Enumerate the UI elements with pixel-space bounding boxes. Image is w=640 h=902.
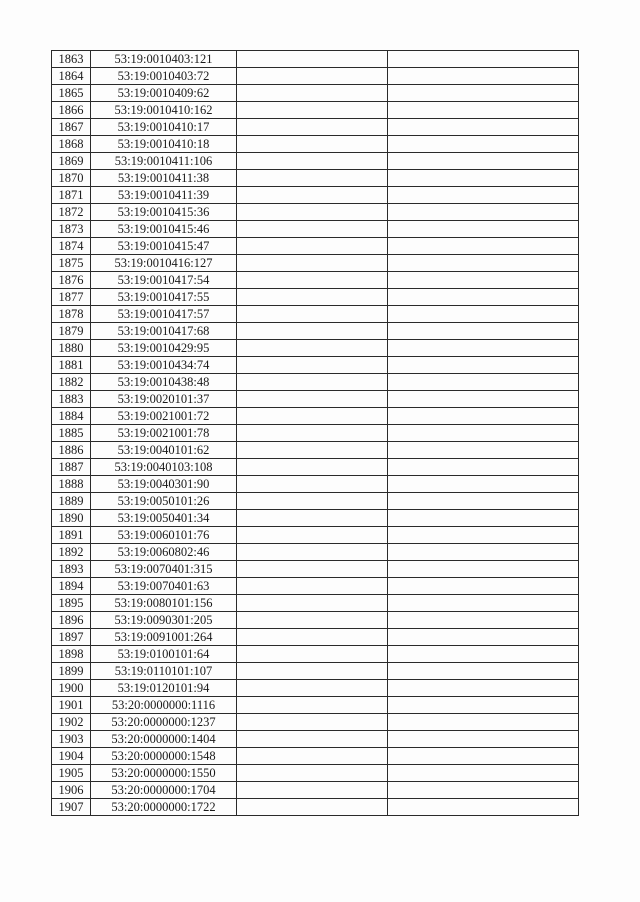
row-number-cell: 1902: [52, 714, 91, 731]
cadastral-number-cell: 53:19:0010429:95: [91, 340, 237, 357]
empty-cell: [388, 629, 579, 646]
empty-cell: [237, 442, 388, 459]
table-row: [52, 153, 579, 170]
cadastral-number-cell: 53:19:0040101:62: [91, 442, 237, 459]
empty-cell: [388, 102, 579, 119]
cadastral-number-cell: 53:19:0060101:76: [91, 527, 237, 544]
cadastral-number-cell: 53:19:0080101:156: [91, 595, 237, 612]
cadastral-number-cell: 53:19:0010417:55: [91, 289, 237, 306]
empty-cell: [388, 68, 579, 85]
empty-cell: [237, 663, 388, 680]
row-number-cell: 1901: [52, 697, 91, 714]
row-number-cell: 1899: [52, 663, 91, 680]
table-row: [52, 612, 579, 629]
row-number-cell: 1897: [52, 629, 91, 646]
row-number-cell: 1874: [52, 238, 91, 255]
cadastral-number-cell: 53:19:0021001:72: [91, 408, 237, 425]
empty-cell: [237, 306, 388, 323]
row-number-cell: 1882: [52, 374, 91, 391]
empty-cell: [237, 612, 388, 629]
empty-cell: [388, 221, 579, 238]
empty-cell: [237, 221, 388, 238]
empty-cell: [237, 340, 388, 357]
cadastral-registry-table: [51, 50, 579, 816]
cadastral-number-cell: 53:20:0000000:1722: [91, 799, 237, 816]
empty-cell: [388, 306, 579, 323]
empty-cell: [388, 476, 579, 493]
empty-cell: [237, 510, 388, 527]
empty-cell: [388, 408, 579, 425]
table-row: [52, 748, 579, 765]
table-row: [52, 68, 579, 85]
row-number-cell: 1876: [52, 272, 91, 289]
table-row: [52, 476, 579, 493]
table-row: [52, 493, 579, 510]
empty-cell: [388, 425, 579, 442]
empty-cell: [388, 136, 579, 153]
cadastral-number-cell: 53:19:0020101:37: [91, 391, 237, 408]
row-number-cell: 1880: [52, 340, 91, 357]
cadastral-number-cell: 53:19:0010416:127: [91, 255, 237, 272]
cadastral-number-cell: 53:20:0000000:1550: [91, 765, 237, 782]
empty-cell: [237, 323, 388, 340]
cadastral-number-cell: 53:19:0040301:90: [91, 476, 237, 493]
table-row: [52, 544, 579, 561]
empty-cell: [237, 408, 388, 425]
empty-cell: [237, 561, 388, 578]
empty-cell: [388, 323, 579, 340]
empty-cell: [237, 255, 388, 272]
empty-cell: [237, 102, 388, 119]
row-number-cell: 1875: [52, 255, 91, 272]
row-number-cell: 1872: [52, 204, 91, 221]
row-number-cell: 1900: [52, 680, 91, 697]
empty-cell: [237, 119, 388, 136]
table-row: [52, 765, 579, 782]
row-number-cell: 1906: [52, 782, 91, 799]
cadastral-number-cell: 53:19:0010417:68: [91, 323, 237, 340]
table-row: [52, 510, 579, 527]
table-row: [52, 204, 579, 221]
empty-cell: [237, 187, 388, 204]
cadastral-number-cell: 53:19:0010417:54: [91, 272, 237, 289]
table-row: [52, 136, 579, 153]
empty-cell: [237, 459, 388, 476]
cadastral-number-cell: 53:19:0021001:78: [91, 425, 237, 442]
empty-cell: [388, 204, 579, 221]
empty-cell: [388, 731, 579, 748]
cadastral-number-cell: 53:19:0070401:63: [91, 578, 237, 595]
empty-cell: [237, 51, 388, 68]
table-row: [52, 391, 579, 408]
empty-cell: [237, 527, 388, 544]
table-row: [52, 221, 579, 238]
row-number-cell: 1883: [52, 391, 91, 408]
row-number-cell: 1887: [52, 459, 91, 476]
table-row: [52, 714, 579, 731]
empty-cell: [237, 748, 388, 765]
empty-cell: [237, 85, 388, 102]
cadastral-number-cell: 53:19:0010438:48: [91, 374, 237, 391]
table-row: [52, 170, 579, 187]
table-row: [52, 663, 579, 680]
table-row: [52, 799, 579, 816]
table-row: [52, 357, 579, 374]
empty-cell: [388, 544, 579, 561]
table-row: [52, 595, 579, 612]
empty-cell: [237, 697, 388, 714]
table-row: [52, 408, 579, 425]
empty-cell: [237, 391, 388, 408]
table-row: [52, 697, 579, 714]
row-number-cell: 1903: [52, 731, 91, 748]
table-row: [52, 646, 579, 663]
empty-cell: [237, 578, 388, 595]
row-number-cell: 1867: [52, 119, 91, 136]
empty-cell: [388, 119, 579, 136]
empty-cell: [237, 68, 388, 85]
row-number-cell: 1888: [52, 476, 91, 493]
table-row: [52, 119, 579, 136]
empty-cell: [388, 170, 579, 187]
empty-cell: [388, 561, 579, 578]
empty-cell: [388, 442, 579, 459]
empty-cell: [237, 170, 388, 187]
registry-table-body: [52, 51, 579, 816]
empty-cell: [388, 595, 579, 612]
cadastral-number-cell: 53:19:0010403:121: [91, 51, 237, 68]
empty-cell: [388, 663, 579, 680]
empty-cell: [388, 697, 579, 714]
table-row: [52, 340, 579, 357]
empty-cell: [388, 493, 579, 510]
cadastral-number-cell: 53:20:0000000:1704: [91, 782, 237, 799]
row-number-cell: 1894: [52, 578, 91, 595]
row-number-cell: 1863: [52, 51, 91, 68]
row-number-cell: 1895: [52, 595, 91, 612]
cadastral-number-cell: 53:19:0120101:94: [91, 680, 237, 697]
empty-cell: [388, 646, 579, 663]
empty-cell: [388, 340, 579, 357]
empty-cell: [237, 765, 388, 782]
empty-cell: [237, 680, 388, 697]
empty-cell: [237, 425, 388, 442]
cadastral-number-cell: 53:19:0010415:36: [91, 204, 237, 221]
cadastral-number-cell: 53:19:0010410:17: [91, 119, 237, 136]
row-number-cell: 1878: [52, 306, 91, 323]
row-number-cell: 1907: [52, 799, 91, 816]
empty-cell: [237, 476, 388, 493]
empty-cell: [237, 544, 388, 561]
table-row: [52, 561, 579, 578]
row-number-cell: 1890: [52, 510, 91, 527]
row-number-cell: 1884: [52, 408, 91, 425]
empty-cell: [237, 714, 388, 731]
empty-cell: [388, 578, 579, 595]
table-row: [52, 629, 579, 646]
empty-cell: [388, 357, 579, 374]
cadastral-number-cell: 53:19:0010411:39: [91, 187, 237, 204]
row-number-cell: 1866: [52, 102, 91, 119]
row-number-cell: 1885: [52, 425, 91, 442]
table-row: [52, 680, 579, 697]
empty-cell: [237, 153, 388, 170]
empty-cell: [237, 272, 388, 289]
empty-cell: [388, 714, 579, 731]
table-row: [52, 374, 579, 391]
cadastral-number-cell: 53:20:0000000:1116: [91, 697, 237, 714]
empty-cell: [388, 238, 579, 255]
cadastral-number-cell: 53:20:0000000:1237: [91, 714, 237, 731]
row-number-cell: 1864: [52, 68, 91, 85]
cadastral-number-cell: 53:19:0010411:106: [91, 153, 237, 170]
table-row: [52, 323, 579, 340]
cadastral-number-cell: 53:19:0010434:74: [91, 357, 237, 374]
row-number-cell: 1892: [52, 544, 91, 561]
cadastral-number-cell: 53:19:0100101:64: [91, 646, 237, 663]
empty-cell: [237, 357, 388, 374]
row-number-cell: 1873: [52, 221, 91, 238]
cadastral-number-cell: 53:19:0050401:34: [91, 510, 237, 527]
row-number-cell: 1904: [52, 748, 91, 765]
table-row: [52, 85, 579, 102]
table-row: [52, 289, 579, 306]
row-number-cell: 1889: [52, 493, 91, 510]
table-row: [52, 782, 579, 799]
table-row: [52, 459, 579, 476]
cadastral-number-cell: 53:19:0110101:107: [91, 663, 237, 680]
empty-cell: [388, 255, 579, 272]
table-row: [52, 51, 579, 68]
cadastral-number-cell: 53:19:0010417:57: [91, 306, 237, 323]
cadastral-number-cell: 53:20:0000000:1404: [91, 731, 237, 748]
cadastral-number-cell: 53:19:0010403:72: [91, 68, 237, 85]
empty-cell: [388, 765, 579, 782]
empty-cell: [237, 731, 388, 748]
empty-cell: [388, 391, 579, 408]
table-row: [52, 102, 579, 119]
cadastral-number-cell: 53:19:0090301:205: [91, 612, 237, 629]
cadastral-number-cell: 53:19:0010409:62: [91, 85, 237, 102]
table-row: [52, 187, 579, 204]
row-number-cell: 1868: [52, 136, 91, 153]
cadastral-number-cell: 53:19:0010415:47: [91, 238, 237, 255]
table-row: [52, 527, 579, 544]
row-number-cell: 1898: [52, 646, 91, 663]
empty-cell: [237, 629, 388, 646]
empty-cell: [388, 612, 579, 629]
empty-cell: [237, 136, 388, 153]
cadastral-number-cell: 53:20:0000000:1548: [91, 748, 237, 765]
empty-cell: [237, 374, 388, 391]
row-number-cell: 1879: [52, 323, 91, 340]
empty-cell: [388, 85, 579, 102]
empty-cell: [237, 204, 388, 221]
empty-cell: [388, 289, 579, 306]
cadastral-number-cell: 53:19:0010411:38: [91, 170, 237, 187]
empty-cell: [237, 595, 388, 612]
row-number-cell: 1886: [52, 442, 91, 459]
empty-cell: [388, 51, 579, 68]
row-number-cell: 1871: [52, 187, 91, 204]
table-row: [52, 306, 579, 323]
empty-cell: [388, 153, 579, 170]
empty-cell: [237, 238, 388, 255]
empty-cell: [237, 799, 388, 816]
empty-cell: [237, 782, 388, 799]
cadastral-number-cell: 53:19:0060802:46: [91, 544, 237, 561]
empty-cell: [388, 782, 579, 799]
table-row: [52, 238, 579, 255]
table-row: [52, 425, 579, 442]
table-row: [52, 255, 579, 272]
empty-cell: [237, 493, 388, 510]
cadastral-number-cell: 53:19:0010410:162: [91, 102, 237, 119]
row-number-cell: 1865: [52, 85, 91, 102]
cadastral-number-cell: 53:19:0091001:264: [91, 629, 237, 646]
row-number-cell: 1870: [52, 170, 91, 187]
row-number-cell: 1896: [52, 612, 91, 629]
row-number-cell: 1869: [52, 153, 91, 170]
cadastral-number-cell: 53:19:0010410:18: [91, 136, 237, 153]
empty-cell: [388, 527, 579, 544]
table-row: [52, 442, 579, 459]
cadastral-number-cell: 53:19:0050101:26: [91, 493, 237, 510]
empty-cell: [388, 799, 579, 816]
row-number-cell: 1877: [52, 289, 91, 306]
table-row: [52, 731, 579, 748]
empty-cell: [388, 374, 579, 391]
empty-cell: [388, 459, 579, 476]
empty-cell: [388, 510, 579, 527]
empty-cell: [388, 272, 579, 289]
empty-cell: [388, 748, 579, 765]
table-row: [52, 272, 579, 289]
empty-cell: [237, 289, 388, 306]
cadastral-number-cell: 53:19:0070401:315: [91, 561, 237, 578]
cadastral-number-cell: 53:19:0040103:108: [91, 459, 237, 476]
cadastral-number-cell: 53:19:0010415:46: [91, 221, 237, 238]
row-number-cell: 1881: [52, 357, 91, 374]
empty-cell: [237, 646, 388, 663]
row-number-cell: 1905: [52, 765, 91, 782]
row-number-cell: 1891: [52, 527, 91, 544]
table-row: [52, 578, 579, 595]
row-number-cell: 1893: [52, 561, 91, 578]
empty-cell: [388, 187, 579, 204]
empty-cell: [388, 680, 579, 697]
